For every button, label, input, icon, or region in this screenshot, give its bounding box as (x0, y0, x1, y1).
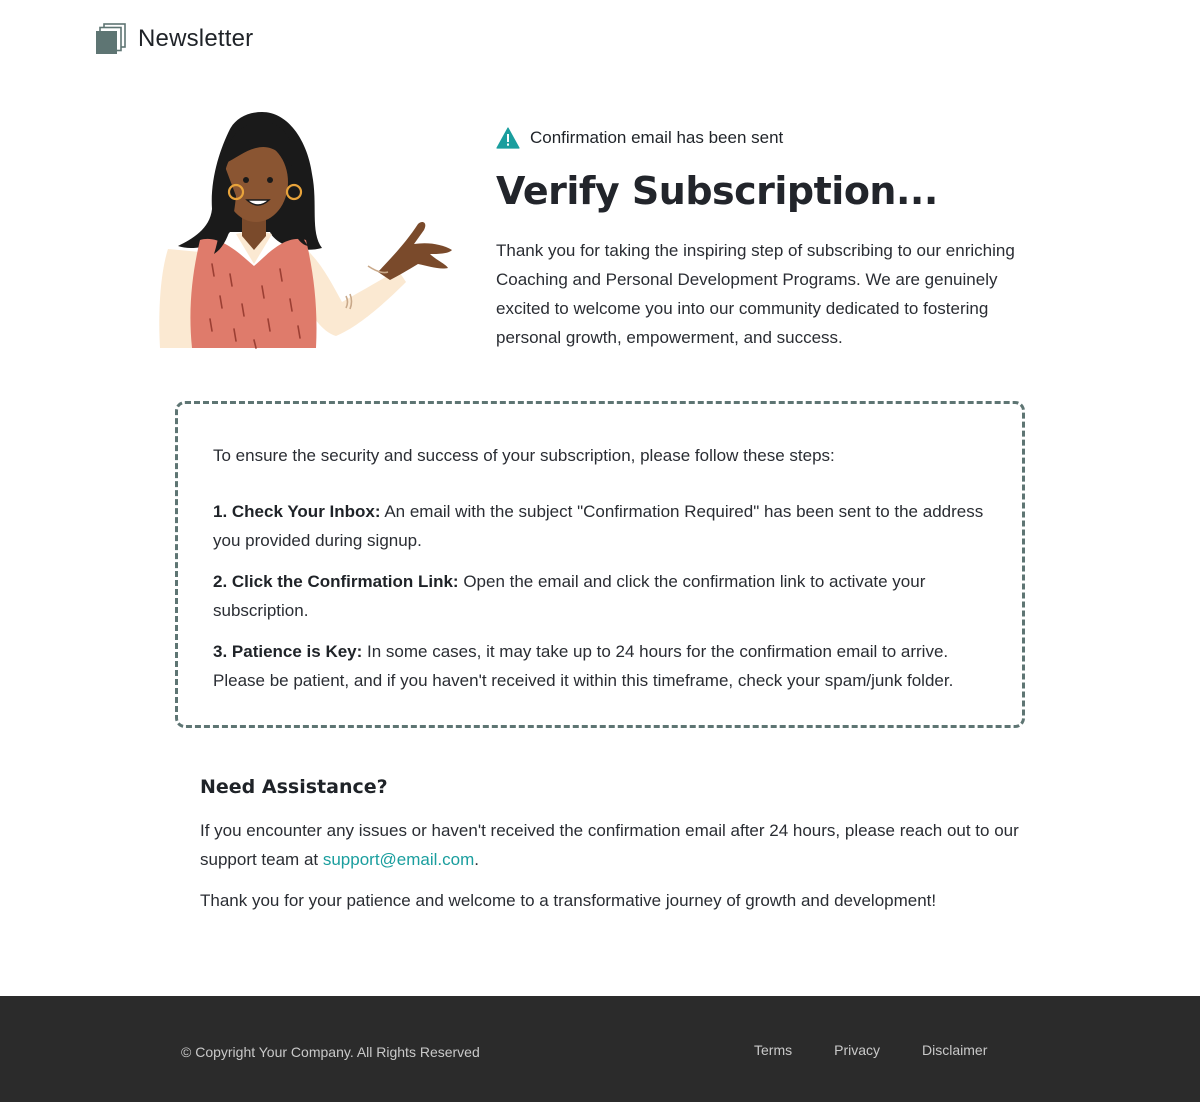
footer-link-disclaimer[interactable]: Disclaimer (922, 1042, 988, 1058)
footer-link-privacy[interactable]: Privacy (834, 1042, 881, 1058)
steps-content (213, 442, 993, 707)
step-item (213, 497, 993, 555)
notice-text: Confirmation email has been sent (530, 128, 784, 147)
step-title: 1. Check Your Inbox: (213, 502, 381, 521)
step-text: An email with the subject "Confirmation Required" has been sent to the address you provided during signup. (213, 502, 984, 550)
step-item (213, 567, 993, 625)
copyright-text: © Copyright Your Company. All Rights Reserved (181, 1044, 480, 1060)
site-footer (0, 996, 1200, 1102)
step-title: 2. Click the Confirmation Link: (213, 572, 459, 591)
support-email-link[interactable]: support@email.com (322, 850, 475, 869)
step-text: In some cases, it may take up to 24 hours for the confirmation email to arrive. Please be patient, and if you haven't received it within this timeframe, check your spam/junk folder. (213, 642, 954, 690)
page-title: Verify Subscription... (496, 169, 938, 213)
stacked-pages-icon[interactable] (95, 23, 127, 55)
warning-triangle-icon (496, 127, 520, 149)
site-header (95, 22, 253, 56)
intro-paragraph: Thank you for taking the inspiring step of subscribing to our enriching Coaching and Personal Development Programs. We are genuinely excited to welcome you into our community dedicated to fostering personal growth, empowerment, and success. (496, 241, 1015, 347)
confirmation-notice (496, 126, 1056, 150)
assistance-title: Need Assistance? (200, 776, 388, 798)
assistance-section (200, 776, 1020, 927)
footer-link-terms[interactable]: Terms (754, 1042, 793, 1058)
step-item (213, 637, 993, 695)
hero-section (0, 100, 1200, 360)
steps-panel (175, 401, 1025, 728)
step-title: 3. Patience is Key: (213, 642, 363, 661)
hero-text (496, 126, 1056, 352)
assistance-paragraph (200, 816, 1020, 874)
brand-name[interactable]: Newsletter (138, 25, 254, 52)
assistance-text-end: . (474, 850, 480, 869)
steps-lead: To ensure the security and success of your subscription, please follow these steps: (213, 446, 835, 465)
assistance-text: If you encounter any issues or haven't received the confirmation email after 24 hours, please reach out to our support team at (200, 821, 1019, 869)
woman-pointing-illustration (150, 104, 460, 354)
footer-nav (754, 1042, 987, 1058)
step-text: Open the email and click the confirmation link to activate your subscription. (213, 572, 926, 620)
closing-paragraph: Thank you for your patience and welcome to a transformative journey of growth and development! (200, 891, 937, 910)
